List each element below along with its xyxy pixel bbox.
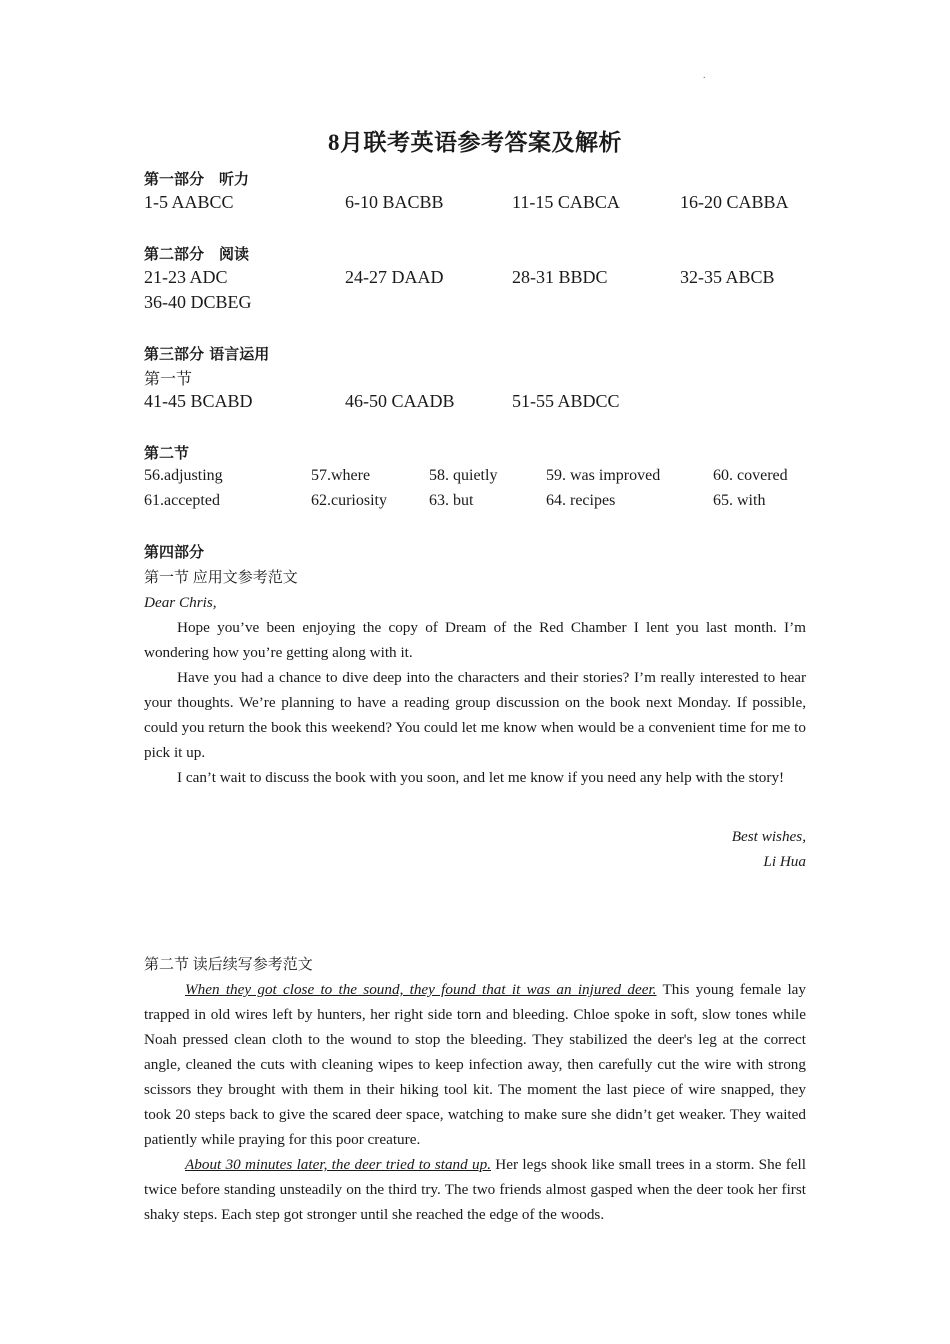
- blank-answer: 61.accepted: [144, 492, 220, 509]
- part4-section2-heading: 第二节 读后续写参考范文: [144, 957, 313, 973]
- blank-answer: 65. with: [713, 492, 766, 509]
- answer-group: 21-23 ADC: [144, 267, 228, 287]
- answer-group: 28-31 BBDC: [512, 267, 608, 287]
- blank-answer: 63. but: [429, 492, 474, 509]
- answer-group: 36-40 DCBEG: [144, 292, 252, 312]
- answer-group: 16-20 CABBA: [680, 192, 789, 212]
- letter-paragraph: I can’t wait to discuss the book with you soon, and let me know if you need any help with the story!: [177, 769, 785, 786]
- continuation-lead-sentence: About 30 minutes later, the deer tried to stand up.: [185, 1156, 492, 1173]
- part2-heading: 第二部分 阅读: [144, 245, 250, 263]
- continuation-text: This young female lay trapped in old wires left by hunters, her right side torn and bleeding. Chloe spoke in soft, slow tones while Noah pressed clean cloth to the wound to stop the bleeding. They stabilized the deer's leg at the correct angle, cleaned the cuts with cleaning wipes to keep infection away, then carefully cut the wire with strong scissors they brought with them in their hiking tool kit. The moment the last piece of wire snapped, they took 20 steps back to give the scared deer space, watching to make sure she didn’t get weaker. They waited patiently while praying for this poor creature.: [144, 981, 807, 1148]
- part3-heading: 第三部分 语言运用: [144, 345, 270, 363]
- page-title: 8月联考英语参考答案及解析: [328, 130, 622, 155]
- blank-answer: 58. quietly: [429, 467, 498, 484]
- part3-section2-heading: 第二节: [144, 444, 190, 462]
- blank-answer: 60. covered: [713, 467, 788, 484]
- letter-signature: Li Hua: [763, 853, 806, 870]
- part4-section1-heading: 第一节 应用文参考范文: [144, 570, 298, 586]
- answer-group: 1-5 AABCC: [144, 192, 234, 212]
- blank-answer: 57.where: [311, 467, 371, 484]
- corner-dot: .: [703, 70, 706, 81]
- continuation-lead-sentence: When they got close to the sound, they found that it was an injured deer.: [185, 981, 657, 998]
- answer-group: 46-50 CAADB: [345, 391, 455, 411]
- letter-paragraph: Have you had a chance to dive deep into the characters and their stories? I’m really interested to hear your thoughts. We’re planning to have a reading group discussion on the book next Monday. If possible, could you return the book this weekend? You could let me know when would be a convenient time for me to pick it up.: [144, 669, 806, 761]
- continuation-paragraph: [144, 1152, 806, 1227]
- answer-group: 6-10 BACBB: [345, 192, 444, 212]
- blank-answer: 62.curiosity: [311, 492, 387, 509]
- answer-group: 24-27 DAAD: [345, 267, 444, 287]
- answer-group: 51-55 ABDCC: [512, 391, 620, 411]
- continuation-text: Her legs shook like small trees in a storm. She fell twice before standing unsteadily on the third try. The two friends almost gasped when the deer took her first shaky steps. Each step got stronger until she reached the edge of the woods.: [144, 1156, 806, 1223]
- continuation-paragraph: [144, 977, 806, 1152]
- letter-body: [144, 590, 806, 790]
- blank-answer: 59. was improved: [546, 467, 661, 484]
- answer-group: 11-15 CABCA: [512, 192, 620, 212]
- letter-salutation: Dear Chris,: [144, 594, 217, 611]
- answer-group: 41-45 BCABD: [144, 391, 253, 411]
- part4-heading: 第四部分: [144, 543, 205, 561]
- blank-answer: 56.adjusting: [144, 467, 223, 484]
- letter-closing: Best wishes,: [731, 828, 806, 845]
- blank-answer: 64. recipes: [546, 492, 616, 509]
- answer-group: 32-35 ABCB: [680, 267, 775, 287]
- part1-heading: 第一部分 听力: [144, 170, 250, 188]
- letter-paragraph: Hope you’ve been enjoying the copy of Dream of the Red Chamber I lent you last month. I’m wondering how you’re getting along with it.: [144, 619, 806, 661]
- part3-section1-heading: 第一节: [144, 371, 193, 388]
- continuation-body: [144, 977, 806, 1227]
- letter-signoff: [144, 824, 806, 874]
